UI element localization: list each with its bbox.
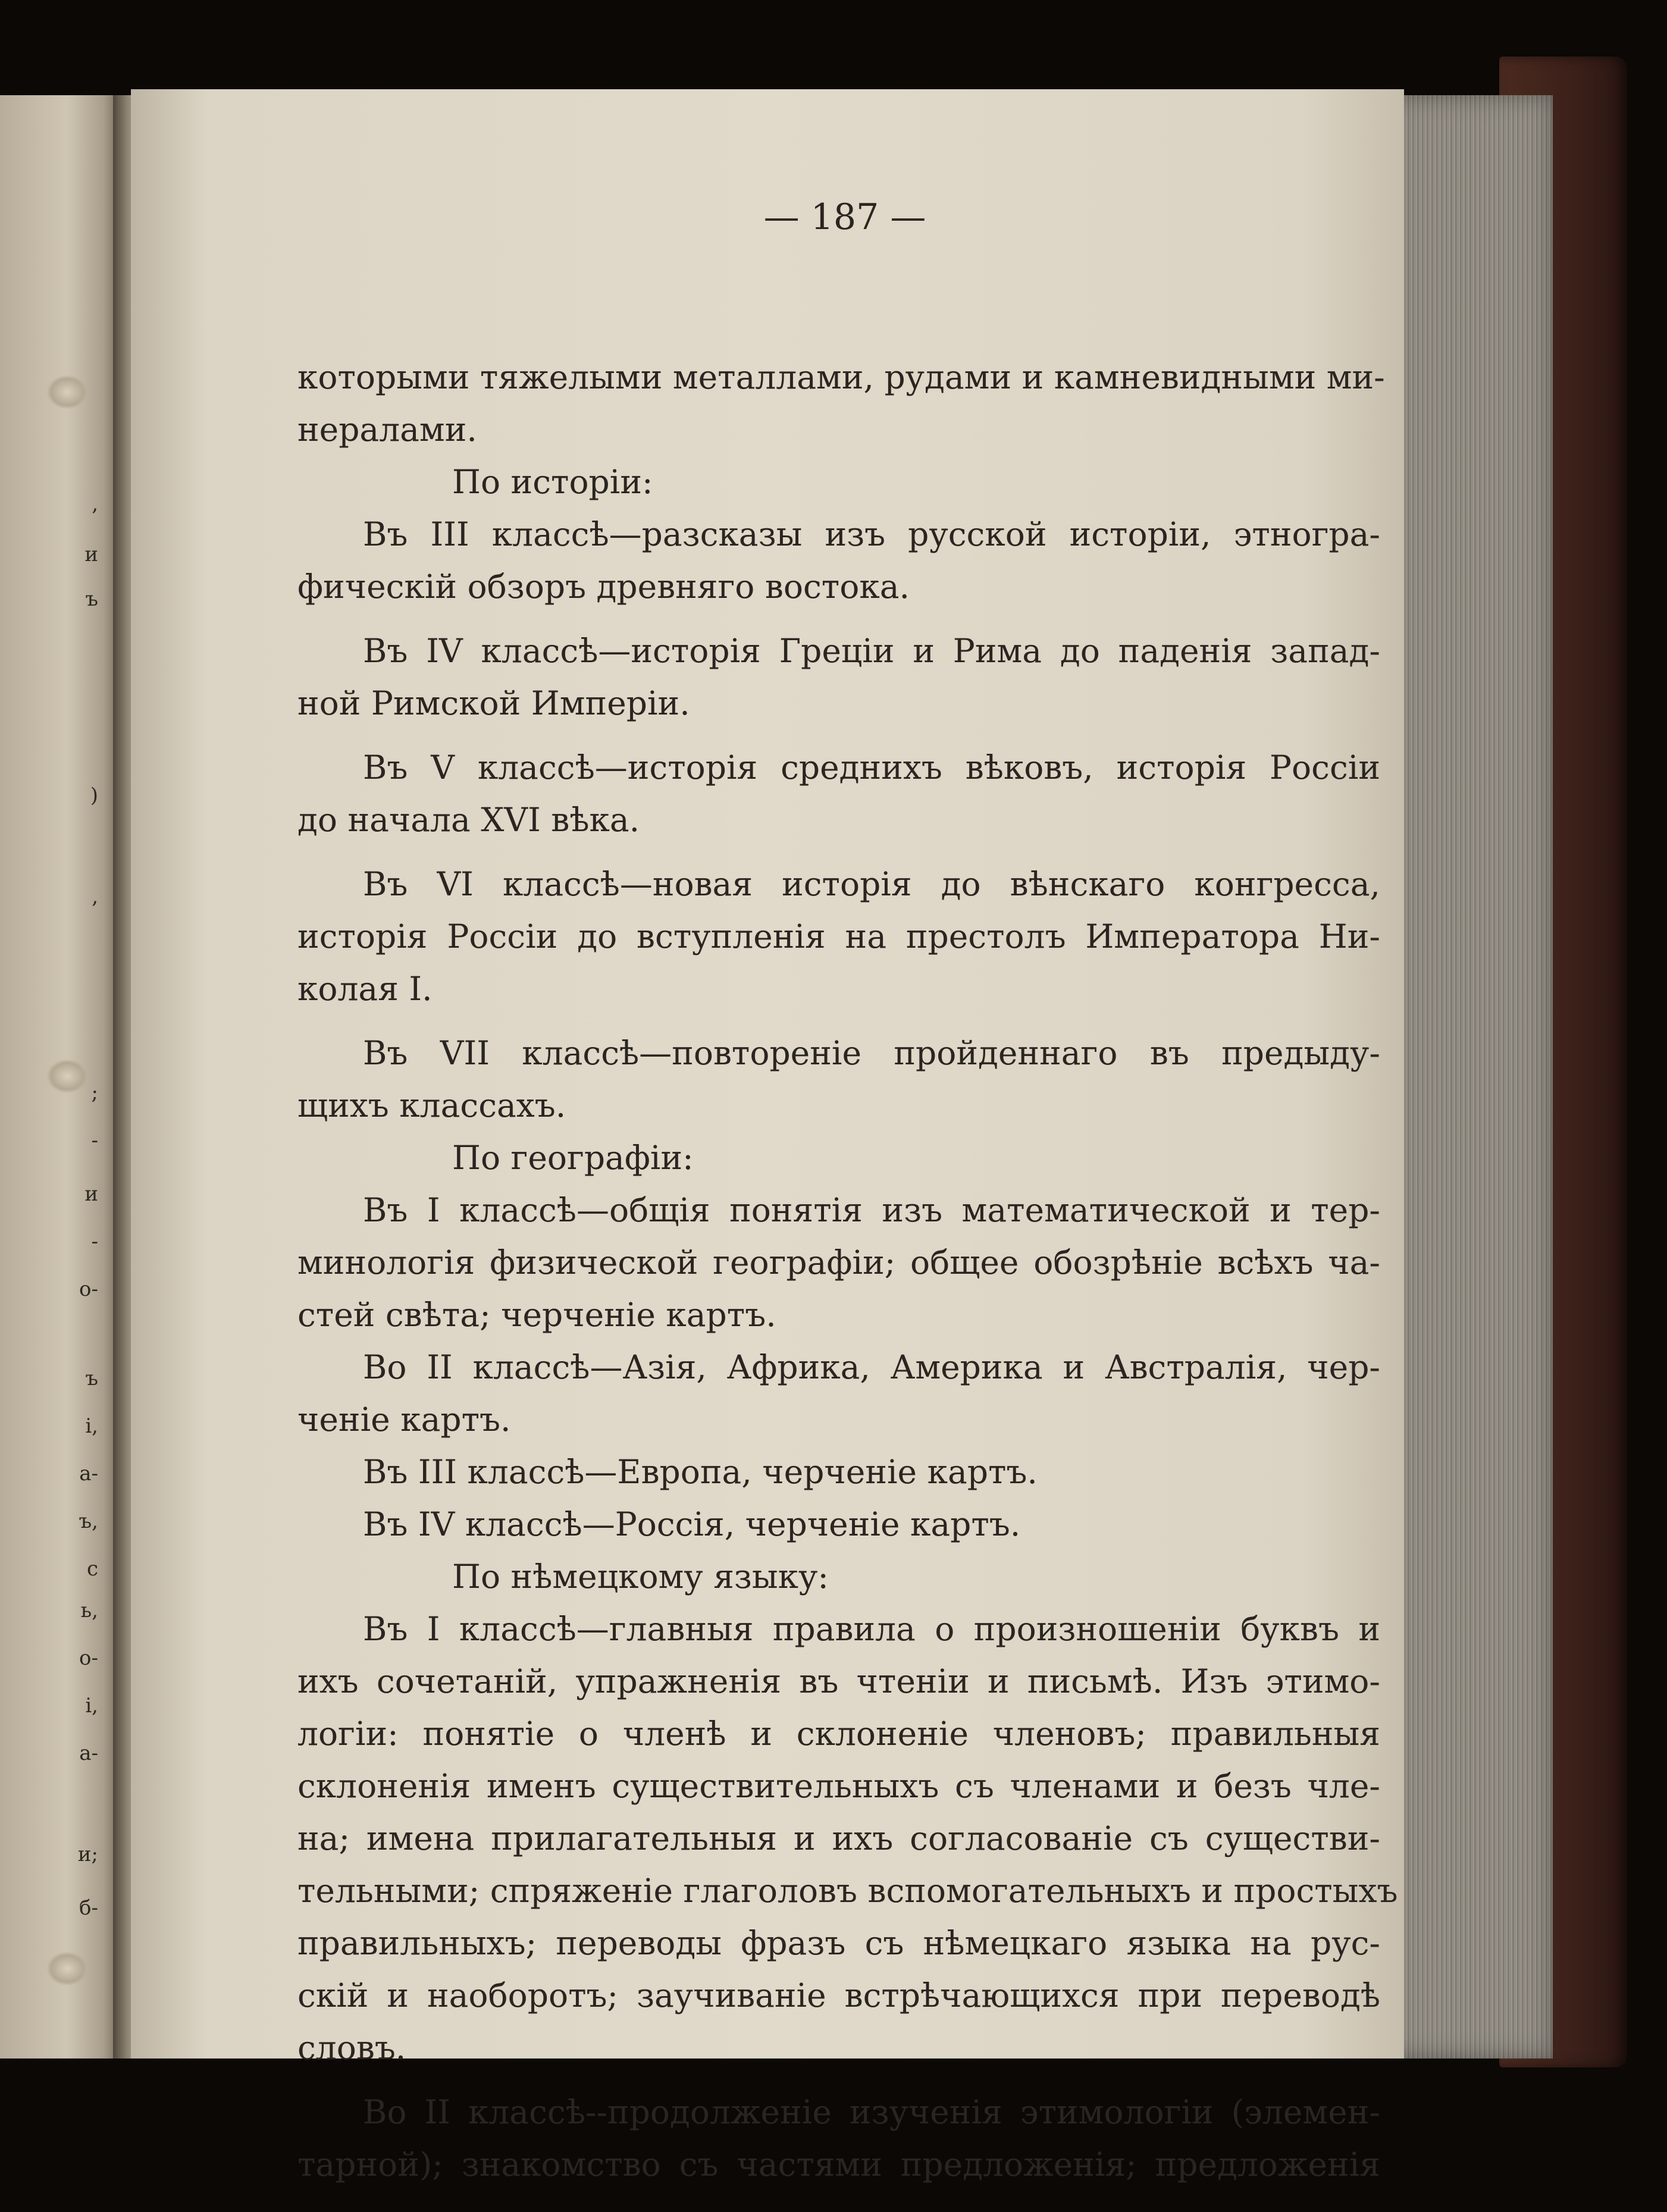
left-fragment: б- — [79, 1896, 98, 1920]
text-line: до начала XVI вѣка. — [297, 801, 640, 839]
left-fragment: , — [92, 885, 98, 908]
left-fragment: ) — [90, 784, 98, 807]
left-fragment: , — [92, 492, 98, 516]
text-line: словъ. — [297, 2029, 406, 2067]
page-text — [297, 351, 1398, 2191]
text-line: Во II классѣ--продолженіе изученія этимологіи (элемен- — [363, 2093, 1380, 2131]
text-line: логіи: понятіе о членѣ и склоненіе членовъ; правильныя — [297, 1715, 1380, 1753]
text-line: минологія физической географіи; общее обозрѣніе всѣхъ ча- — [297, 1243, 1380, 1282]
text-line: Въ III классѣ—разсказы изъ русской исторіи, этногра- — [363, 515, 1380, 553]
text-line: Въ V классѣ—исторія среднихъ вѣковъ, исторія Россіи — [363, 748, 1380, 787]
text-line: ченіе картъ. — [297, 1400, 511, 1439]
text-line: скій и наоборотъ; заучиваніе встрѣчающихся при переводѣ — [297, 1976, 1380, 2014]
section-heading: По географіи: — [452, 1139, 694, 1177]
left-fragment: с — [86, 1557, 98, 1581]
left-fragment: і, — [85, 1414, 98, 1438]
text-line: Въ VII классѣ—повтореніе пройденнаго въ предыду- — [363, 1034, 1380, 1072]
left-page — [0, 95, 122, 2059]
text-line: ной Римской Имперіи. — [297, 684, 690, 722]
left-fragment: - — [91, 1129, 98, 1152]
left-fragment: и — [84, 1182, 98, 1206]
left-fragment: о- — [79, 1277, 98, 1301]
left-fragment: а- — [79, 1741, 98, 1765]
text-line: Въ IV классѣ—Россія, черченіе картъ. — [363, 1505, 1021, 1543]
text-line: стей свѣта; черченіе картъ. — [297, 1296, 776, 1334]
page-number: — 187 — — [763, 196, 926, 238]
text-line: тарной); знакомство съ частями предложенія; предложенія — [297, 2145, 1380, 2183]
text-line: исторія Россіи до вступленія на престолъ Императора Ни- — [297, 917, 1380, 955]
section-heading: По исторіи: — [452, 463, 653, 501]
left-fragment: ъ — [85, 587, 98, 611]
page-edges — [1386, 95, 1553, 2059]
book-page — [131, 89, 1404, 2183]
text-line: Въ I классѣ—главныя правила о произношеніи буквъ и — [363, 1610, 1380, 1648]
text-line: Во II классѣ—Азія, Африка, Америка и Австралія, чер- — [363, 1348, 1380, 1386]
binding-stitch — [46, 1951, 88, 1986]
text-line: нералами. — [297, 411, 477, 449]
text-line: правильныхъ; переводы фразъ съ нѣмецкаго языка на рус- — [297, 1924, 1380, 1962]
text-line: ихъ сочетаній, упражненія въ чтеніи и письмѣ. Изъ этимо- — [297, 1662, 1380, 1700]
binding-stitch — [46, 375, 88, 409]
section-heading: По нѣмецкому языку: — [452, 1558, 829, 1596]
text-line: Въ III классѣ—Европа, черченіе картъ. — [363, 1453, 1038, 1491]
left-fragment: ; — [91, 1081, 98, 1105]
text-line: которыми тяжелыми металлами, рудами и камневидными ми- — [297, 358, 1385, 396]
left-fragment: и; — [77, 1843, 98, 1866]
text-line: щихъ классахъ. — [297, 1086, 566, 1124]
text-line: фическій обзоръ древняго востока. — [297, 568, 910, 606]
binding-stitch — [46, 1059, 88, 1094]
left-fragment: о- — [79, 1646, 98, 1670]
left-fragment: ъ — [85, 1367, 98, 1390]
left-fragment: ъ, — [79, 1509, 98, 1533]
left-fragment: ь, — [80, 1599, 98, 1622]
text-line: тельными; спряженіе глаголовъ вспомогательныхъ и простыхъ — [297, 1872, 1398, 1910]
text-line: Въ VI классѣ—новая исторія до вѣнскаго конгресса, — [363, 865, 1380, 903]
left-fragment: а- — [79, 1462, 98, 1486]
left-fragment: и — [84, 543, 98, 566]
text-line: Въ IV классѣ—исторія Греціи и Рима до паденія запад- — [363, 632, 1380, 670]
text-line: Въ I классѣ—общія понятія изъ математической и тер- — [363, 1191, 1380, 1229]
left-fragment: і, — [85, 1694, 98, 1718]
text-line: склоненія именъ существительныхъ съ членами и безъ чле- — [297, 1767, 1380, 1805]
text-line: колая I. — [297, 970, 433, 1008]
text-line: на; имена прилагательныя и ихъ согласованіе съ существи- — [297, 1819, 1380, 1857]
left-fragment: - — [91, 1230, 98, 1254]
